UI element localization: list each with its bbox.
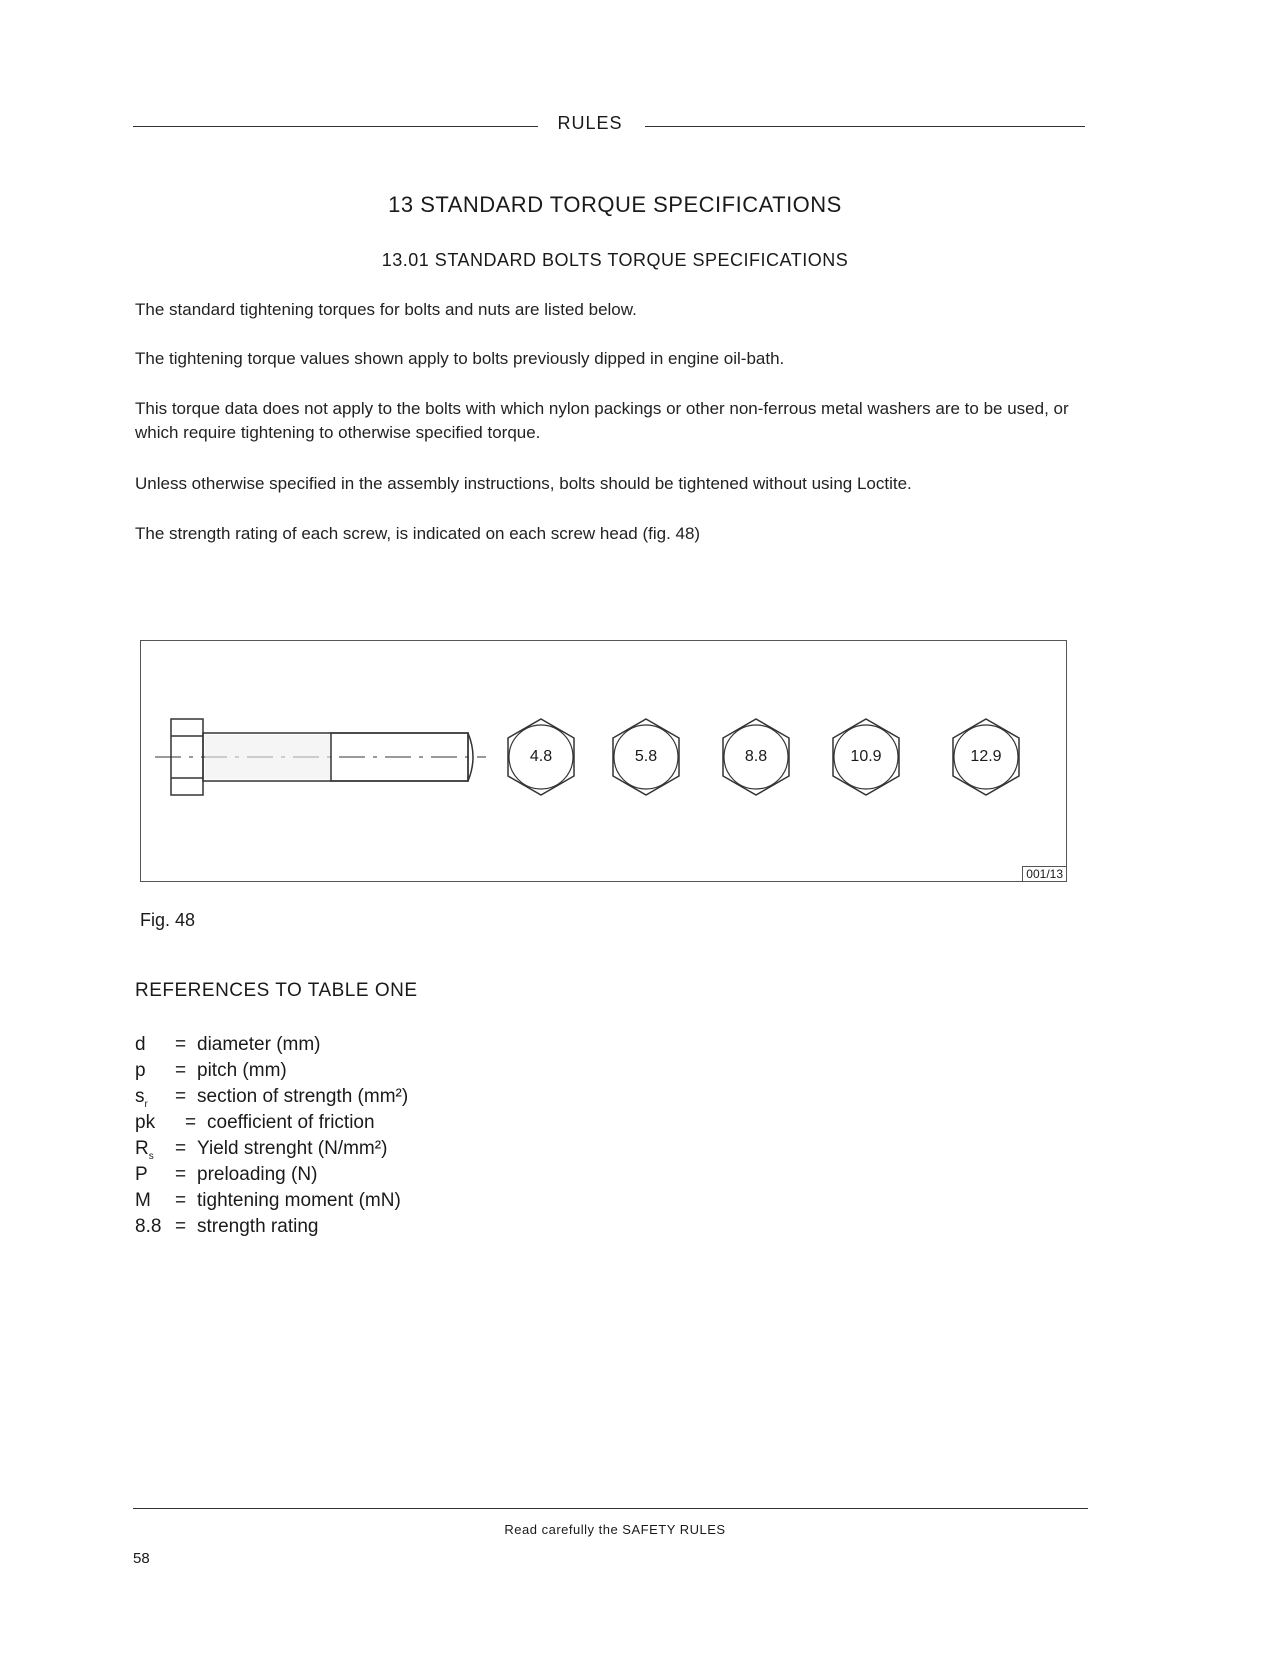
footer-text: Read carefully the SAFETY RULES (504, 1522, 726, 1537)
paragraph: Unless otherwise specified in the assembly instructions, bolts should be tightened without using Loctite. (135, 474, 912, 493)
paragraph: The strength rating of each screw, is indicated on each screw head (fig. 48) (135, 524, 701, 543)
rating-label: 12.9 (970, 748, 1002, 765)
reference-description: coefficient of friction (207, 1112, 375, 1133)
symbol-subscript: s (148, 1150, 154, 1162)
reference-symbol: P (135, 1164, 148, 1185)
symbol-base: R (135, 1138, 149, 1159)
figure-caption: Fig. 48 (140, 910, 196, 930)
header-label: RULES (557, 113, 623, 133)
figure-code: 001/13 (1022, 866, 1067, 882)
equals-sign: = (175, 1034, 187, 1055)
rating-label: 10.9 (850, 748, 882, 765)
rating-label: 5.8 (634, 748, 658, 765)
paragraph: The tightening torque values shown apply to bolts previously dipped in engine oil-bath. (135, 349, 785, 368)
rating-label: 4.8 (529, 748, 553, 765)
references-title: REFERENCES TO TABLE ONE (135, 980, 418, 1001)
equals-sign: = (175, 1138, 187, 1159)
bolt-icon (155, 719, 486, 795)
reference-description: section of strength (mm²) (197, 1086, 409, 1107)
figure-48 (140, 640, 1067, 882)
reference-symbol: pk (135, 1112, 156, 1133)
rating-hex-5-8 (611, 717, 681, 797)
symbol-subscript: r (144, 1098, 148, 1110)
rating-hex-12-9 (951, 717, 1021, 797)
reference-description: diameter (mm) (197, 1034, 321, 1055)
bolt-drawing (141, 641, 1066, 881)
header-rule-left (133, 126, 538, 127)
symbol-base: s (135, 1086, 145, 1107)
reference-description: Yield strenght (N/mm²) (197, 1138, 388, 1159)
reference-description: tightening moment (mN) (197, 1190, 401, 1211)
reference-symbol: p (135, 1060, 146, 1081)
equals-sign: = (185, 1112, 197, 1133)
footer-rule (133, 1508, 1088, 1509)
reference-description: strength rating (197, 1216, 319, 1237)
rating-hex-8-8 (721, 717, 791, 797)
paragraph: The standard tightening torques for bolts and nuts are listed below. (135, 300, 637, 319)
paragraph: This torque data does not apply to the bolts with which nylon packings or other non-ferrous metal washers are to be used, or which require tightening to otherwise specified torque. (135, 399, 1069, 442)
reference-symbol: 8.8 (135, 1216, 162, 1237)
equals-sign: = (175, 1086, 187, 1107)
reference-description: preloading (N) (197, 1164, 318, 1185)
equals-sign: = (175, 1216, 187, 1237)
reference-symbol: d (135, 1034, 146, 1055)
header-rule-right (645, 126, 1085, 127)
rating-label: 8.8 (744, 748, 768, 765)
page-number: 58 (133, 1550, 150, 1567)
equals-sign: = (175, 1164, 187, 1185)
reference-description: pitch (mm) (197, 1060, 287, 1081)
rating-hex-4-8 (506, 717, 576, 797)
subsection-title: 13.01 STANDARD BOLTS TORQUE SPECIFICATIONS (381, 250, 849, 270)
reference-symbol: M (135, 1190, 151, 1211)
equals-sign: = (175, 1190, 187, 1211)
rating-hex-10-9 (831, 717, 901, 797)
equals-sign: = (175, 1060, 187, 1081)
section-title: 13 STANDARD TORQUE SPECIFICATIONS (388, 192, 842, 217)
